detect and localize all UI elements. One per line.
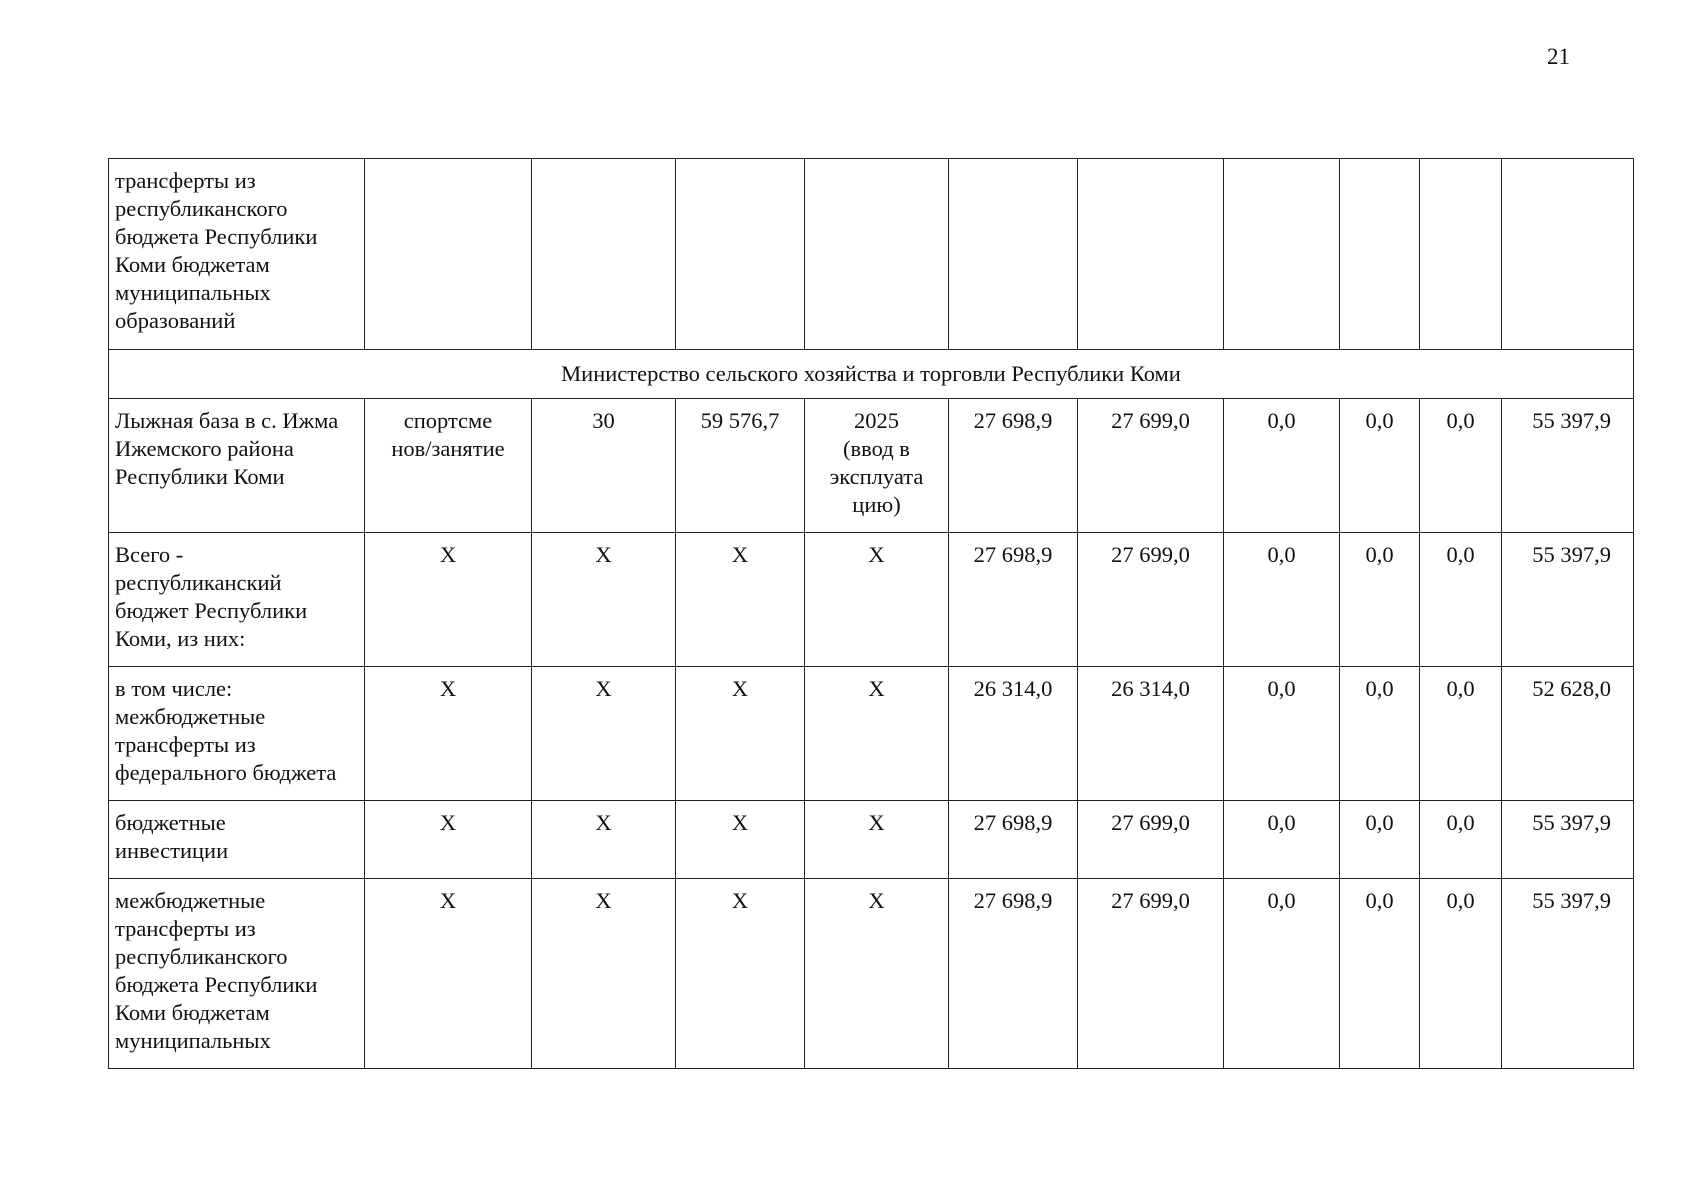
value-cell: 0,0 [1420, 801, 1502, 879]
cost-cell: Х [676, 667, 805, 801]
value-cell: 0,0 [1224, 667, 1340, 801]
table-row [109, 399, 1634, 533]
row-name-cell: трансферты из республиканского бюджета Республики Коми бюджетам муниципальных образований [109, 159, 365, 350]
unit-cell: Х [365, 533, 532, 667]
value-cell: 27 699,0 [1078, 533, 1224, 667]
year-cell: Х [805, 801, 949, 879]
row-name-cell: межбюджетные трансферты из республиканского бюджета Республики Коми бюджетам муниципальных [109, 879, 365, 1069]
value-cell: 0,0 [1340, 879, 1420, 1069]
value-cell: 27 698,9 [949, 399, 1078, 533]
empty-cell [1502, 159, 1634, 350]
page-number: 21 [1547, 44, 1570, 69]
empty-cell [805, 159, 949, 350]
value-cell: 0,0 [1420, 533, 1502, 667]
value-cell: 0,0 [1224, 399, 1340, 533]
value-cell: 0,0 [1340, 667, 1420, 801]
value-cell: 0,0 [1340, 801, 1420, 879]
empty-cell [949, 159, 1078, 350]
table-row [109, 667, 1634, 801]
year-cell: Х [805, 667, 949, 801]
value-cell: 0,0 [1340, 533, 1420, 667]
row-name-cell: бюджетные инвестиции [109, 801, 365, 879]
empty-cell [1340, 159, 1420, 350]
row-name-cell: Всего - республиканский бюджет Республики Коми, из них: [109, 533, 365, 667]
unit-cell: Х [365, 879, 532, 1069]
row-name-cell: в том числе: межбюджетные трансферты из федерального бюджета [109, 667, 365, 801]
value-cell: 27 698,9 [949, 801, 1078, 879]
year-cell: 2025 (ввод в эксплуата цию) [805, 399, 949, 533]
capacity-cell: Х [532, 667, 676, 801]
empty-cell [676, 159, 805, 350]
total-cell: 55 397,9 [1502, 399, 1634, 533]
value-cell: 27 698,9 [949, 533, 1078, 667]
total-cell: 52 628,0 [1502, 667, 1634, 801]
section-title: Министерство сельского хозяйства и торговли Республики Коми [109, 350, 1634, 399]
section-row [109, 350, 1634, 399]
cost-cell: 59 576,7 [676, 399, 805, 533]
total-cell: 55 397,9 [1502, 879, 1634, 1069]
year-cell: Х [805, 533, 949, 667]
value-cell: 0,0 [1224, 533, 1340, 667]
cost-cell: Х [676, 801, 805, 879]
value-cell: 0,0 [1420, 399, 1502, 533]
total-cell: 55 397,9 [1502, 801, 1634, 879]
table-row [109, 879, 1634, 1069]
empty-cell [1224, 159, 1340, 350]
value-cell: 0,0 [1420, 667, 1502, 801]
empty-cell [532, 159, 676, 350]
table-row [109, 533, 1634, 667]
value-cell: 0,0 [1224, 879, 1340, 1069]
value-cell: 26 314,0 [1078, 667, 1224, 801]
cost-cell: Х [676, 533, 805, 667]
value-cell: 0,0 [1340, 399, 1420, 533]
year-cell: Х [805, 879, 949, 1069]
empty-cell [1420, 159, 1502, 350]
value-cell: 27 698,9 [949, 879, 1078, 1069]
value-cell: 26 314,0 [949, 667, 1078, 801]
empty-cell [1078, 159, 1224, 350]
capacity-cell: Х [532, 533, 676, 667]
cost-cell: Х [676, 879, 805, 1069]
unit-cell: спортсме нов/занятие [365, 399, 532, 533]
value-cell: 0,0 [1224, 801, 1340, 879]
value-cell: 27 699,0 [1078, 801, 1224, 879]
empty-cell [365, 159, 532, 350]
value-cell: 0,0 [1420, 879, 1502, 1069]
capacity-cell: Х [532, 879, 676, 1069]
table-row [109, 159, 1634, 350]
unit-cell: Х [365, 667, 532, 801]
capacity-cell: 30 [532, 399, 676, 533]
unit-cell: Х [365, 801, 532, 879]
capacity-cell: Х [532, 801, 676, 879]
total-cell: 55 397,9 [1502, 533, 1634, 667]
table-row [109, 801, 1634, 879]
budget-table [108, 158, 1634, 1069]
value-cell: 27 699,0 [1078, 879, 1224, 1069]
value-cell: 27 699,0 [1078, 399, 1224, 533]
row-name-cell: Лыжная база в с. Ижма Ижемского района Республики Коми [109, 399, 365, 533]
